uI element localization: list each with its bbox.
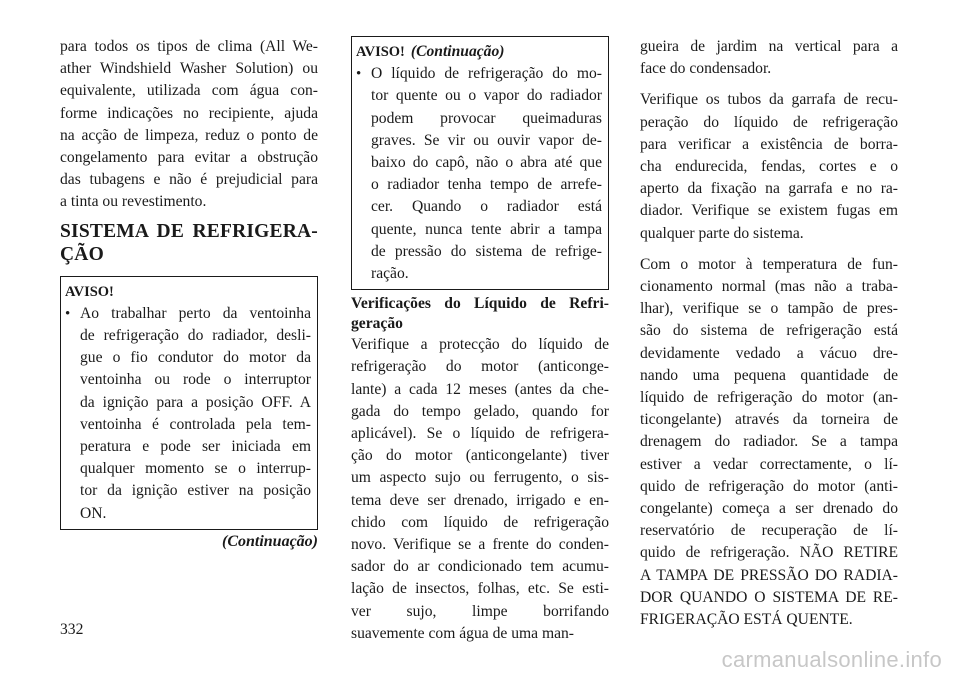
text-line: líquido de refrigeração do motor (an-	[640, 389, 898, 407]
text-line: ather Windshield Washer Solution) ou	[60, 60, 318, 78]
text-line: cer. Quando o radiador está	[371, 198, 602, 216]
text-line: A TAMPA DE PRESSÃO DO RADIA-	[640, 566, 898, 584]
text-line: o radiador tenha tempo de arrefe-	[371, 176, 602, 194]
column-2	[351, 36, 609, 645]
continued-label: (Continuação)	[221, 532, 318, 550]
warning-header	[356, 41, 602, 63]
text-line: reservatório de recuperação de lí-	[640, 522, 898, 540]
text-line: podem provocar queimaduras	[371, 109, 602, 127]
text-line: congelamento para evitar a obstrução	[60, 149, 318, 167]
text-line: aperto da fixação na garrafa e no ra-	[640, 180, 898, 198]
text-line: quente, nunca tente abrir a tampa	[371, 220, 602, 238]
text-line: para todos os tipos de clima (All We-	[60, 38, 318, 55]
text-line: são do sistema de refrigeração está	[640, 322, 898, 340]
text-line: das tubagens e não é prejudicial para	[60, 171, 318, 189]
text-line: Verifique a protecção do líquido de	[351, 336, 609, 354]
text-line: forme indicações no recipiente, ajuda	[60, 104, 318, 122]
text-line: chido com líquido de refrigeração	[351, 513, 609, 531]
text-line: ON.	[80, 504, 107, 522]
text-line: tema deve ser drenado, irrigado e en-	[351, 491, 609, 509]
bullet-icon: •	[65, 305, 71, 322]
text-line: drenagem do radiador. Se a tampa	[640, 433, 898, 451]
paragraph-1	[640, 36, 898, 80]
text-line: qualquer parte do sistema.	[640, 224, 804, 242]
text-line: quido de refrigeração do motor (anti-	[640, 477, 898, 495]
text-line: Com o motor à temperatura de fun-	[640, 255, 898, 273]
text-line: tor da ignição estiver na posição	[80, 482, 311, 500]
text-line: gue o fio condutor do motor da	[80, 349, 311, 367]
text-line: ticongelante) através da torneira de	[640, 411, 898, 429]
text-line: um aspecto sujo ou ferrugento, o sis-	[351, 469, 609, 487]
column-3	[640, 36, 898, 631]
text-line: graves. Se vir ou ouvir vapor de-	[371, 131, 602, 149]
text-line: lhar), verifique se o tampão de pres-	[640, 300, 898, 318]
text-line: para verificar a existência de borra-	[640, 135, 898, 153]
text-line: ventoinha é controlada pela tem-	[80, 415, 311, 433]
text-line: ção do motor (anticongelante) tiver	[351, 447, 609, 465]
text-line: qualquer momento se o interrup-	[80, 460, 311, 478]
text-line: cionamento normal (mas não a traba-	[640, 278, 898, 296]
text-line: nando uma pequena quantidade de	[640, 366, 898, 384]
text-line: SISTEMA DE REFRIGERA-	[60, 220, 318, 242]
text-line: suavemente com água de uma man-	[351, 624, 574, 642]
text-line: sador do ar condicionado tem acumu-	[351, 558, 609, 576]
text-line: refrigeração do motor (anticonge-	[351, 358, 609, 376]
text-line: baixo do capô, não o abra até que	[371, 154, 602, 172]
subheading	[351, 294, 609, 334]
text-line: da ignição para a posição OFF. A	[80, 393, 311, 411]
text-line: DOR QUANDO O SISTEMA DE RE-	[640, 588, 898, 606]
text-line: peração do líquido de refrigeração	[640, 113, 898, 131]
text-line: gueira de jardim na vertical para a	[640, 38, 898, 55]
text-line: Verificações do Líquido de Refri-	[351, 295, 609, 313]
intro-paragraph	[60, 36, 318, 214]
text-line: equivalente, utilizada com água con-	[60, 82, 318, 100]
text-line: face do condensador.	[640, 60, 772, 78]
text-line: novo. Verifique se a frente do conden-	[351, 536, 609, 554]
section-title	[60, 220, 318, 266]
warning-continued-label: (Continuação)	[410, 43, 505, 60]
text-line: estiver a vedar correctamente, o lí-	[640, 455, 898, 473]
text-line: FRIGERAÇÃO ESTÁ QUENTE.	[640, 611, 853, 629]
warning-box	[60, 276, 318, 530]
warning-bullet-item	[356, 63, 602, 285]
column-1	[60, 36, 318, 552]
paragraph-2	[640, 89, 898, 244]
text-line: O líquido de refrigeração do mo-	[371, 65, 602, 83]
text-line: lante) a cada 12 meses (antes da che-	[351, 380, 609, 398]
warning-title: AVISO!	[356, 44, 405, 60]
page-number: 332	[60, 621, 84, 638]
warning-bullet-item	[65, 303, 311, 525]
text-line: ÇÃO	[60, 243, 104, 265]
text-line: gada do tempo gelado, quando for	[351, 402, 609, 420]
text-line: diador. Verifique se existem fugas em	[640, 202, 898, 220]
text-line: devidamente vedado a vácuo dre-	[640, 344, 898, 362]
text-line: congelante) começa a ser drenado do	[640, 500, 898, 518]
text-line: tor quente ou o vapor do radiador	[371, 87, 602, 105]
watermark-logo: carmanualsonline.info	[721, 647, 942, 672]
text-line: cha endurecida, fendas, cortes e o	[640, 158, 898, 176]
warning-text	[80, 303, 311, 525]
warning-box-continued	[351, 36, 609, 290]
text-line: quido de refrigeração. NÃO RETIRE	[640, 544, 898, 562]
warning-text	[371, 63, 602, 285]
text-line: Verifique os tubos da garrafa de recu-	[640, 91, 898, 109]
text-line: de pressão do sistema de refrige-	[371, 242, 602, 260]
text-line: de refrigeração do radiador, desli-	[80, 327, 311, 345]
text-line: Ao trabalhar perto da ventoinha	[80, 304, 311, 322]
bullet-icon: •	[356, 66, 362, 83]
paragraph-3	[640, 254, 898, 631]
text-line: lação de insectos, folhas, etc. Se esti-	[351, 580, 609, 598]
text-line: ventoinha ou rode o interruptor	[80, 371, 311, 389]
body-paragraph	[351, 334, 609, 645]
text-line: geração	[351, 315, 403, 333]
warning-title: AVISO!	[65, 283, 114, 300]
text-line: ver sujo, limpe borrifando	[351, 602, 609, 620]
text-line: a tinta ou revestimento.	[60, 193, 207, 211]
text-line: ração.	[371, 265, 409, 283]
text-line: na acção de limpeza, reduz o ponto de	[60, 126, 318, 144]
text-line: peratura e pode ser iniciada em	[80, 438, 311, 456]
text-line: aplicável). Se o líquido de refrigera-	[351, 425, 609, 443]
